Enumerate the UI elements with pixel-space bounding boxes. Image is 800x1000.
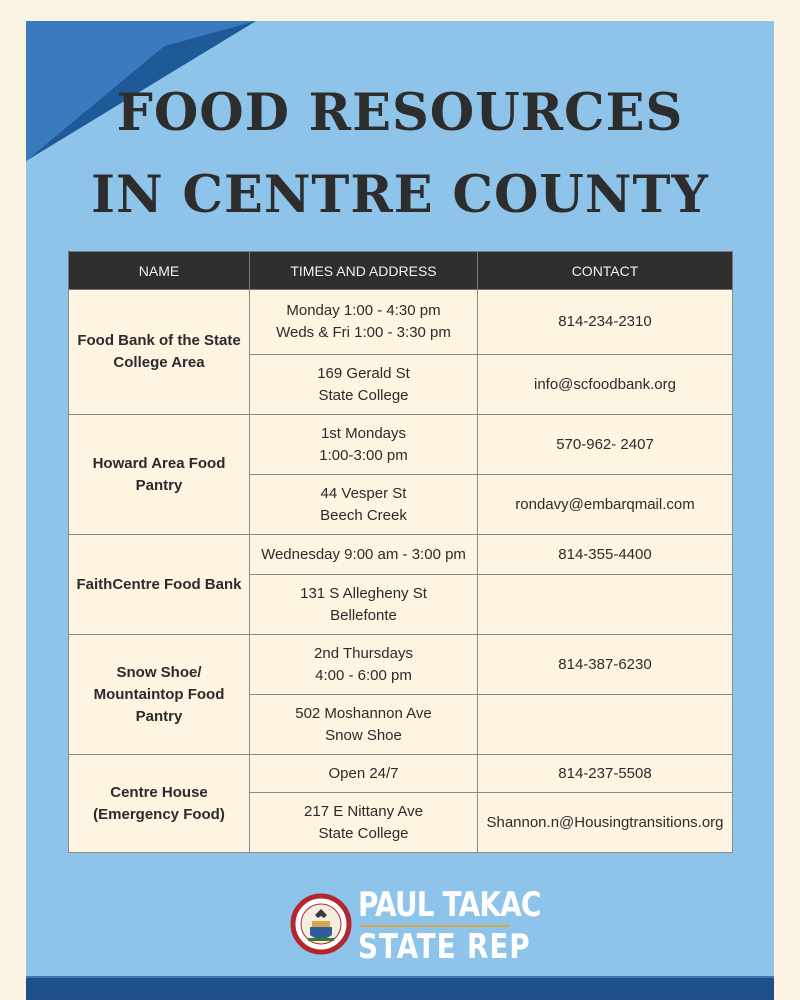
- rep-name: PAUL TAKAC: [358, 885, 541, 925]
- resource-address: [250, 475, 478, 535]
- name-divider: [360, 925, 510, 927]
- address-line: 131 S Allegheny St: [300, 584, 427, 602]
- page-title: [0, 72, 800, 236]
- address-line: 44 Vesper St: [320, 484, 407, 502]
- resource-times: [250, 415, 478, 475]
- resource-address: [250, 575, 478, 635]
- table-header-row: [69, 252, 733, 290]
- times-line: Monday 1:00 - 4:30 pm: [286, 302, 441, 319]
- times-line: Weds & Fri 1:00 - 3:30 pm: [276, 324, 451, 341]
- resource-address: [250, 695, 478, 755]
- resource-name: Snow Shoe/ Mountaintop Food Pantry: [69, 635, 250, 755]
- address-line: State College: [318, 386, 409, 404]
- header-contact: CONTACT: [478, 252, 733, 290]
- resource-phone: 814-355-4400: [478, 535, 733, 575]
- resource-email: info@scfoodbank.org: [478, 355, 733, 415]
- resource-email: rondavy@embarqmail.com: [478, 475, 733, 535]
- address-line: Bellefonte: [330, 606, 397, 624]
- times-line: 1st Mondays: [320, 424, 407, 442]
- resource-phone: 814-234-2310: [478, 290, 733, 355]
- resource-address: [250, 793, 478, 853]
- table-row: [69, 755, 733, 793]
- resource-times: [250, 535, 478, 575]
- resource-times: [250, 290, 478, 355]
- title-line-1: FOOD RESOURCES: [116, 83, 684, 143]
- times-line: 1:00-3:00 pm: [319, 446, 408, 464]
- bottom-band: [26, 978, 774, 1000]
- resource-times: [250, 755, 478, 793]
- food-resources-table: [68, 251, 733, 853]
- resource-email: Shannon.n@Housingtransitions.org: [478, 793, 733, 853]
- times-line: Wednesday 9:00 am - 3:00 pm: [261, 545, 466, 563]
- table-row: [69, 535, 733, 575]
- address-line: 169 Gerald St: [317, 364, 410, 382]
- table-row: [69, 635, 733, 695]
- title-line-2: IN CENTRE COUNTY: [91, 165, 709, 225]
- address-line: 502 Moshannon Ave: [295, 704, 432, 722]
- address-line: State College: [318, 824, 409, 842]
- times-line: Open 24/7: [328, 764, 399, 782]
- table-row: [69, 415, 733, 475]
- house-seal-icon: [290, 893, 352, 955]
- resource-email: [478, 695, 733, 755]
- header-times-address: TIMES AND ADDRESS: [250, 252, 478, 290]
- resource-address: [250, 355, 478, 415]
- address-line: 217 E Nittany Ave: [304, 802, 423, 820]
- address-line: Beech Creek: [320, 506, 407, 524]
- table-row: [69, 290, 733, 355]
- rep-title: STATE REP: [358, 927, 531, 967]
- header-name: NAME: [69, 252, 250, 290]
- resource-phone: 814-387-6230: [478, 635, 733, 695]
- times-line: 2nd Thursdays: [314, 644, 413, 662]
- resource-phone: 570-962- 2407: [478, 415, 733, 475]
- resource-phone: 814-237-5508: [478, 755, 733, 793]
- resource-name: FaithCentre Food Bank: [69, 535, 250, 635]
- resource-name: Howard Area Food Pantry: [69, 415, 250, 535]
- resource-name: Food Bank of the State College Area: [69, 290, 250, 415]
- resource-times: [250, 635, 478, 695]
- address-line: Snow Shoe: [325, 726, 402, 744]
- times-line: 4:00 - 6:00 pm: [315, 666, 412, 684]
- resource-name: Centre House (Emergency Food): [69, 755, 250, 853]
- resource-email: [478, 575, 733, 635]
